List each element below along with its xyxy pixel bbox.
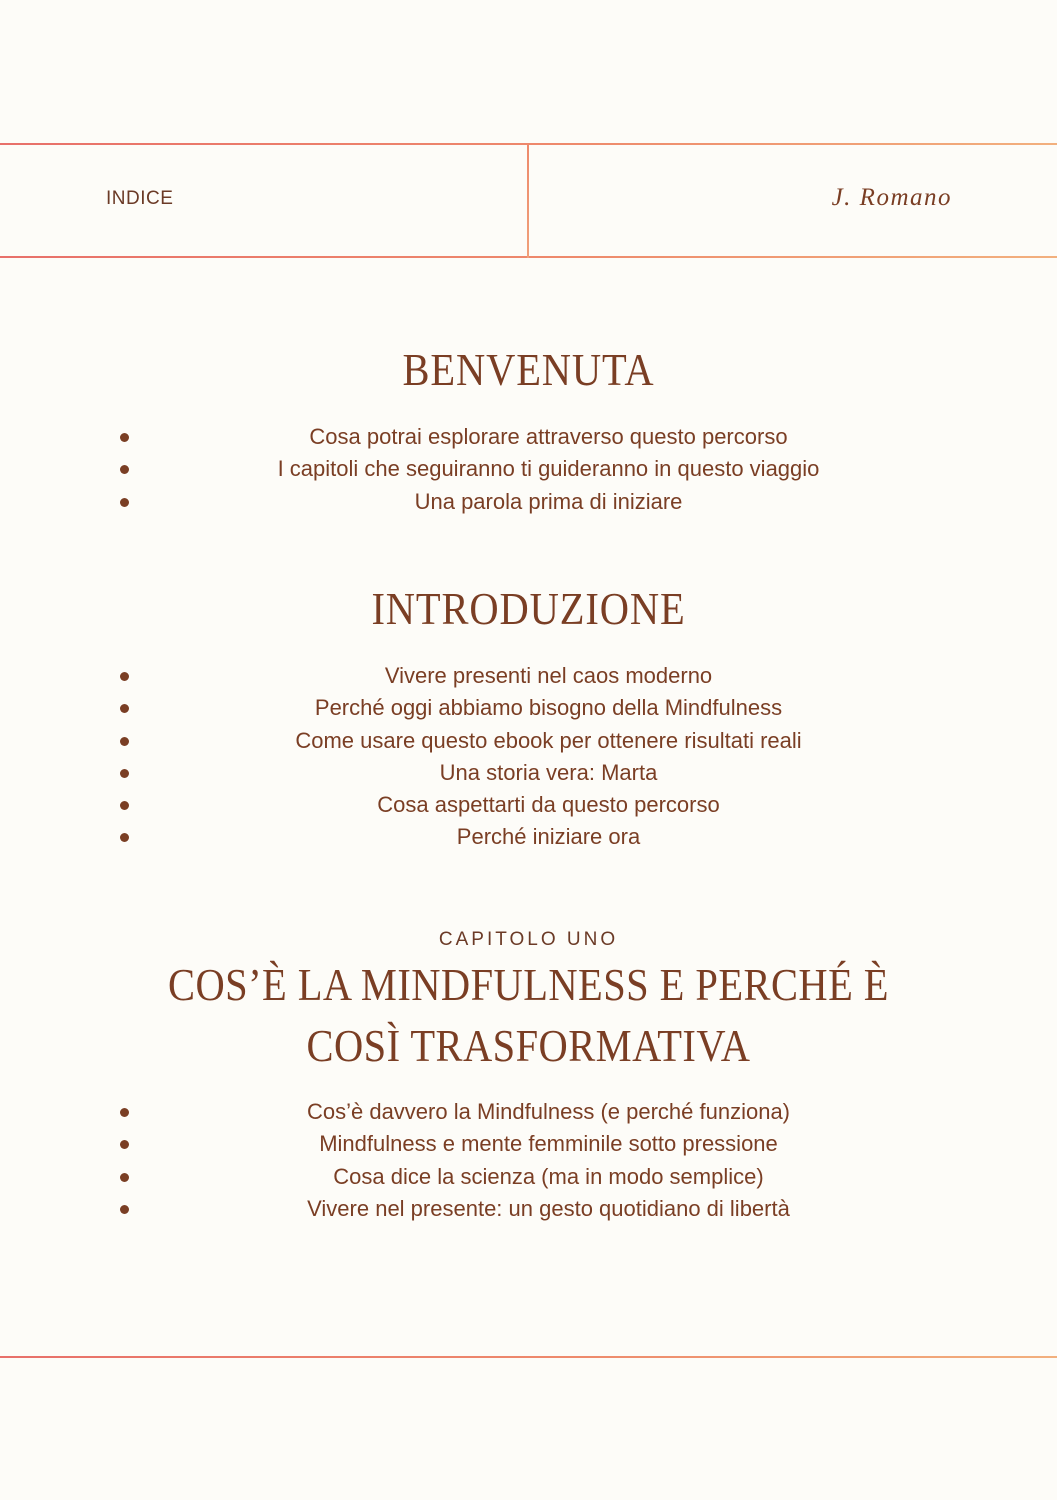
bullet-icon: [120, 1108, 129, 1117]
bullet-icon: [120, 801, 129, 810]
section-title-introduzione: INTRODUZIONE: [371, 583, 686, 634]
section-title-capitolo-uno-line2: COSÌ TRASFORMATIVA: [306, 1020, 751, 1071]
section-list-benvenuta: [0, 421, 1057, 518]
list-item: [0, 660, 1057, 692]
bullet-icon: [120, 704, 129, 713]
list-item: [0, 1128, 1057, 1160]
bullet-icon: [120, 833, 129, 842]
list-item-text: Cosa dice la scienza (ma in modo semplice): [333, 1163, 764, 1189]
list-item-text: Come usare questo ebook per ottenere risultati reali: [295, 727, 802, 753]
list-item-text: Una parola prima di iniziare: [414, 488, 683, 514]
bullet-icon: [120, 672, 129, 681]
list-item-text: Mindfulness e mente femminile sotto pressione: [319, 1131, 778, 1157]
list-item-text: Perché iniziare ora: [456, 824, 641, 850]
list-item-text: Vivere nel presente: un gesto quotidiano di libertà: [307, 1195, 790, 1221]
list-item-text: Vivere presenti nel caos moderno: [384, 663, 713, 688]
section-title-capitolo-uno-line1: COS’È LA MINDFULNESS E PERCHÉ È: [168, 959, 889, 1010]
list-item: [0, 789, 1057, 821]
bullet-icon: [120, 498, 129, 507]
bullet-icon: [120, 737, 129, 746]
bullet-icon: [120, 1140, 129, 1149]
author-name: J. Romano: [831, 184, 952, 211]
header-divider: [527, 144, 529, 258]
list-item: [0, 1096, 1057, 1128]
bullet-icon: [120, 769, 129, 778]
list-item: [0, 421, 1057, 453]
list-item-text: I capitoli che seguiranno ti guideranno in questo viaggio: [277, 456, 820, 482]
bullet-icon: [120, 465, 129, 474]
list-item-text: Perché oggi abbiamo bisogno della Mindfulness: [314, 695, 783, 721]
index-label: INDICE: [106, 188, 174, 209]
list-item: [0, 821, 1057, 853]
section-list-capitolo-uno: [0, 1096, 1057, 1225]
list-item: [0, 1161, 1057, 1193]
bullet-icon: [120, 1205, 129, 1214]
bullet-icon: [120, 1173, 129, 1182]
list-item-text: Cos’è davvero la Mindfulness (e perché funziona): [306, 1099, 791, 1124]
list-item: [0, 453, 1057, 485]
list-item-text: Cosa potrai esplorare attraverso questo percorso: [309, 424, 788, 449]
chapter-kicker: CAPITOLO UNO: [438, 929, 619, 950]
list-item-text: Cosa aspettarti da questo percorso: [377, 792, 720, 818]
list-item: [0, 486, 1057, 518]
bullet-icon: [120, 433, 129, 442]
list-item: [0, 757, 1057, 789]
list-item: [0, 692, 1057, 724]
list-item: [0, 1193, 1057, 1225]
list-item-text: Una storia vera: Marta: [439, 759, 658, 785]
footer-rule: [0, 1356, 1057, 1358]
section-title-benvenuta: BENVENUTA: [402, 344, 655, 395]
section-list-introduzione: [0, 660, 1057, 854]
list-item: [0, 725, 1057, 757]
